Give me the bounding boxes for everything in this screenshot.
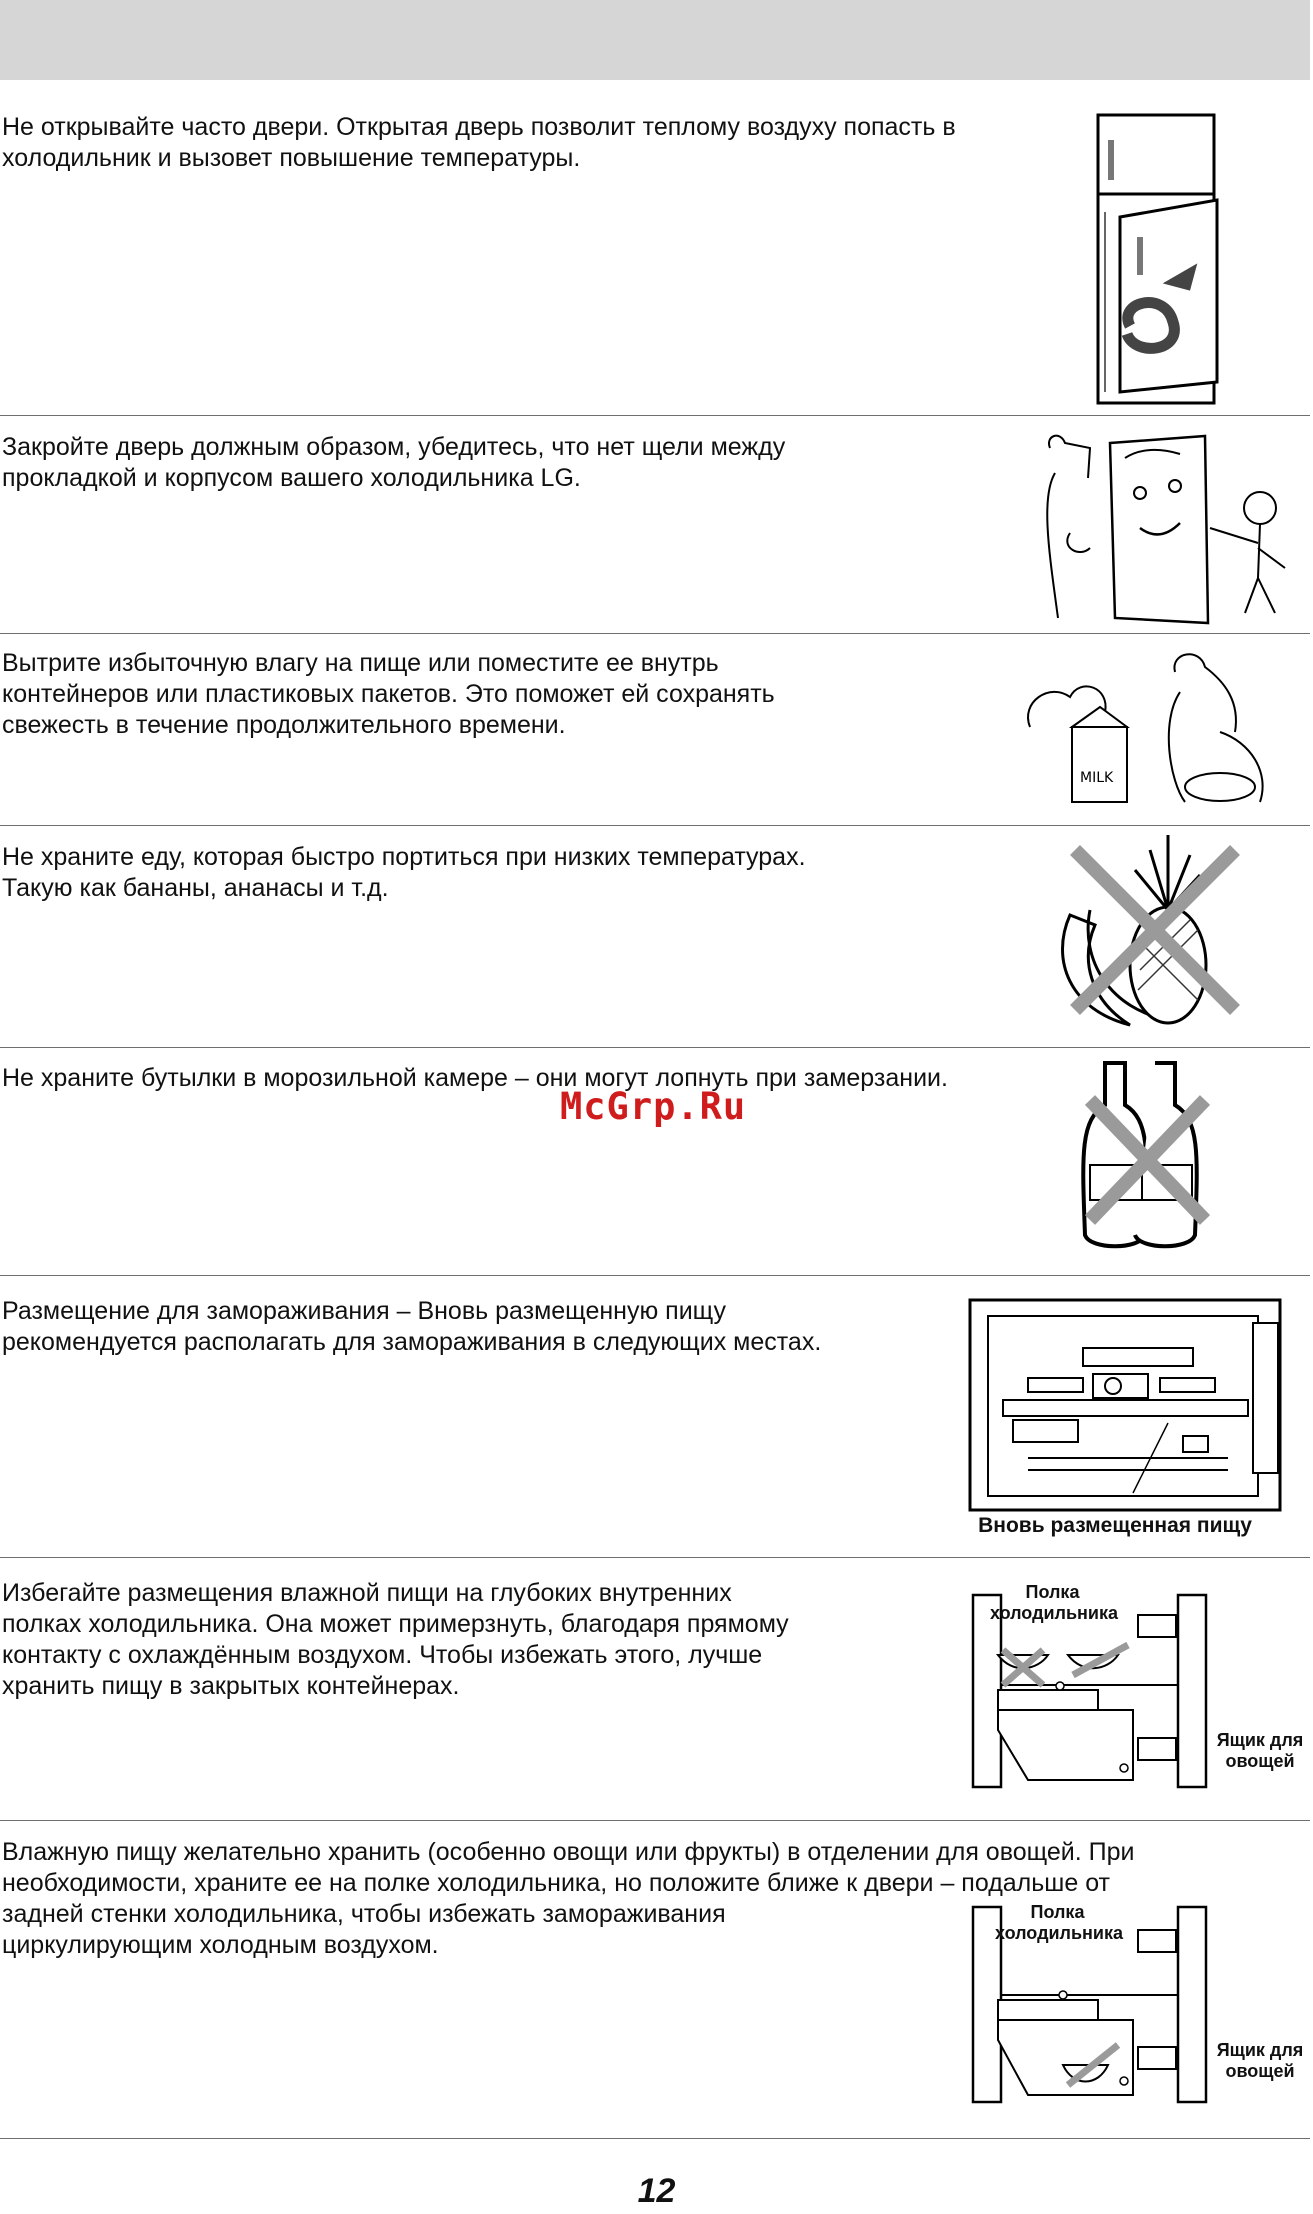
svg-text:MILK: MILK [1080, 770, 1114, 786]
banana-pineapple-crossed-icon [1050, 830, 1250, 1030]
drawer-label: Ящик для овощей [1216, 1730, 1304, 1771]
tip-close-door-text: Закройте дверь должным образом, убедитесь, что нет щели между прокладкой и корпусом вашего холодильника LG. [2, 433, 786, 492]
tip-no-tropical-text: Не храните еду, которая быстро портиться при низких температурах. Такую как бананы, ананасы и т.д. [2, 843, 806, 902]
separator [0, 1557, 1310, 1558]
tip-no-bottles-text: Не храните бутылки в морозильной камере – они могут лопнуть при замерзании. [2, 1064, 948, 1092]
separator [0, 2138, 1310, 2139]
tip-moisture-text: Вытрите избыточную влагу на пище или поместите ее внутрь контейнеров или пластиковых пакетов. Это поможет ей сохранять свежесть в течение продолжительного времени. [2, 649, 775, 739]
watermark: McGrp.Ru [560, 1085, 747, 1128]
fridge-door-open-icon [1095, 112, 1225, 408]
tip-avoid-deep-shelves-text: Избегайте размещения влажной пищи на глубоких внутренних полках холодильника. Она может примерзнуть, благодаря прямому контакту с охлаждённым воздухом. Чтобы избежать этого, лучше хранить пищу в закрытых контейнерах. [2, 1579, 789, 1700]
separator [0, 1275, 1310, 1276]
tip-door-opening-text: Не открывайте часто двери. Открытая дверь позволит теплому воздуху попасть в холодильник и вызовет повышение температуры. [2, 113, 956, 172]
separator [0, 415, 1310, 416]
separator [0, 633, 1310, 634]
page-number: 12 [637, 2172, 676, 2210]
fridge-with-face-icon [1030, 418, 1310, 628]
bottles-crossed-icon [1080, 1055, 1220, 1255]
separator [0, 825, 1310, 826]
freezer-interior-icon [968, 1288, 1286, 1513]
drawer-label: Ящик для овощей [1216, 2040, 1304, 2081]
freezer-caption: Вновь размещенная пищу [978, 1514, 1252, 1537]
shelf-label: Полка холодильника [990, 1582, 1119, 1623]
shelf-label: Полка холодильника [995, 1902, 1124, 1943]
header-bar [0, 0, 1310, 80]
food-bags-icon [1010, 642, 1285, 812]
separator [0, 1047, 1310, 1048]
separator [0, 1820, 1310, 1821]
tip-freezing-placement-text: Размещение для замораживания – Вновь размещенную пищу рекомендуется располагать для замораживания в следующих местах. [2, 1297, 822, 1356]
tip-store-in-drawer-text: Влажную пищу желательно хранить (особенно овощи или фрукты) в отделении для овощей. При необходимости, храните ее на полке холодильника, но положите ближе к двери – подальше от задней стенки холодильника, чтобы избежать замораживания циркулирующим холодным воздухом. [2, 1838, 1135, 1959]
